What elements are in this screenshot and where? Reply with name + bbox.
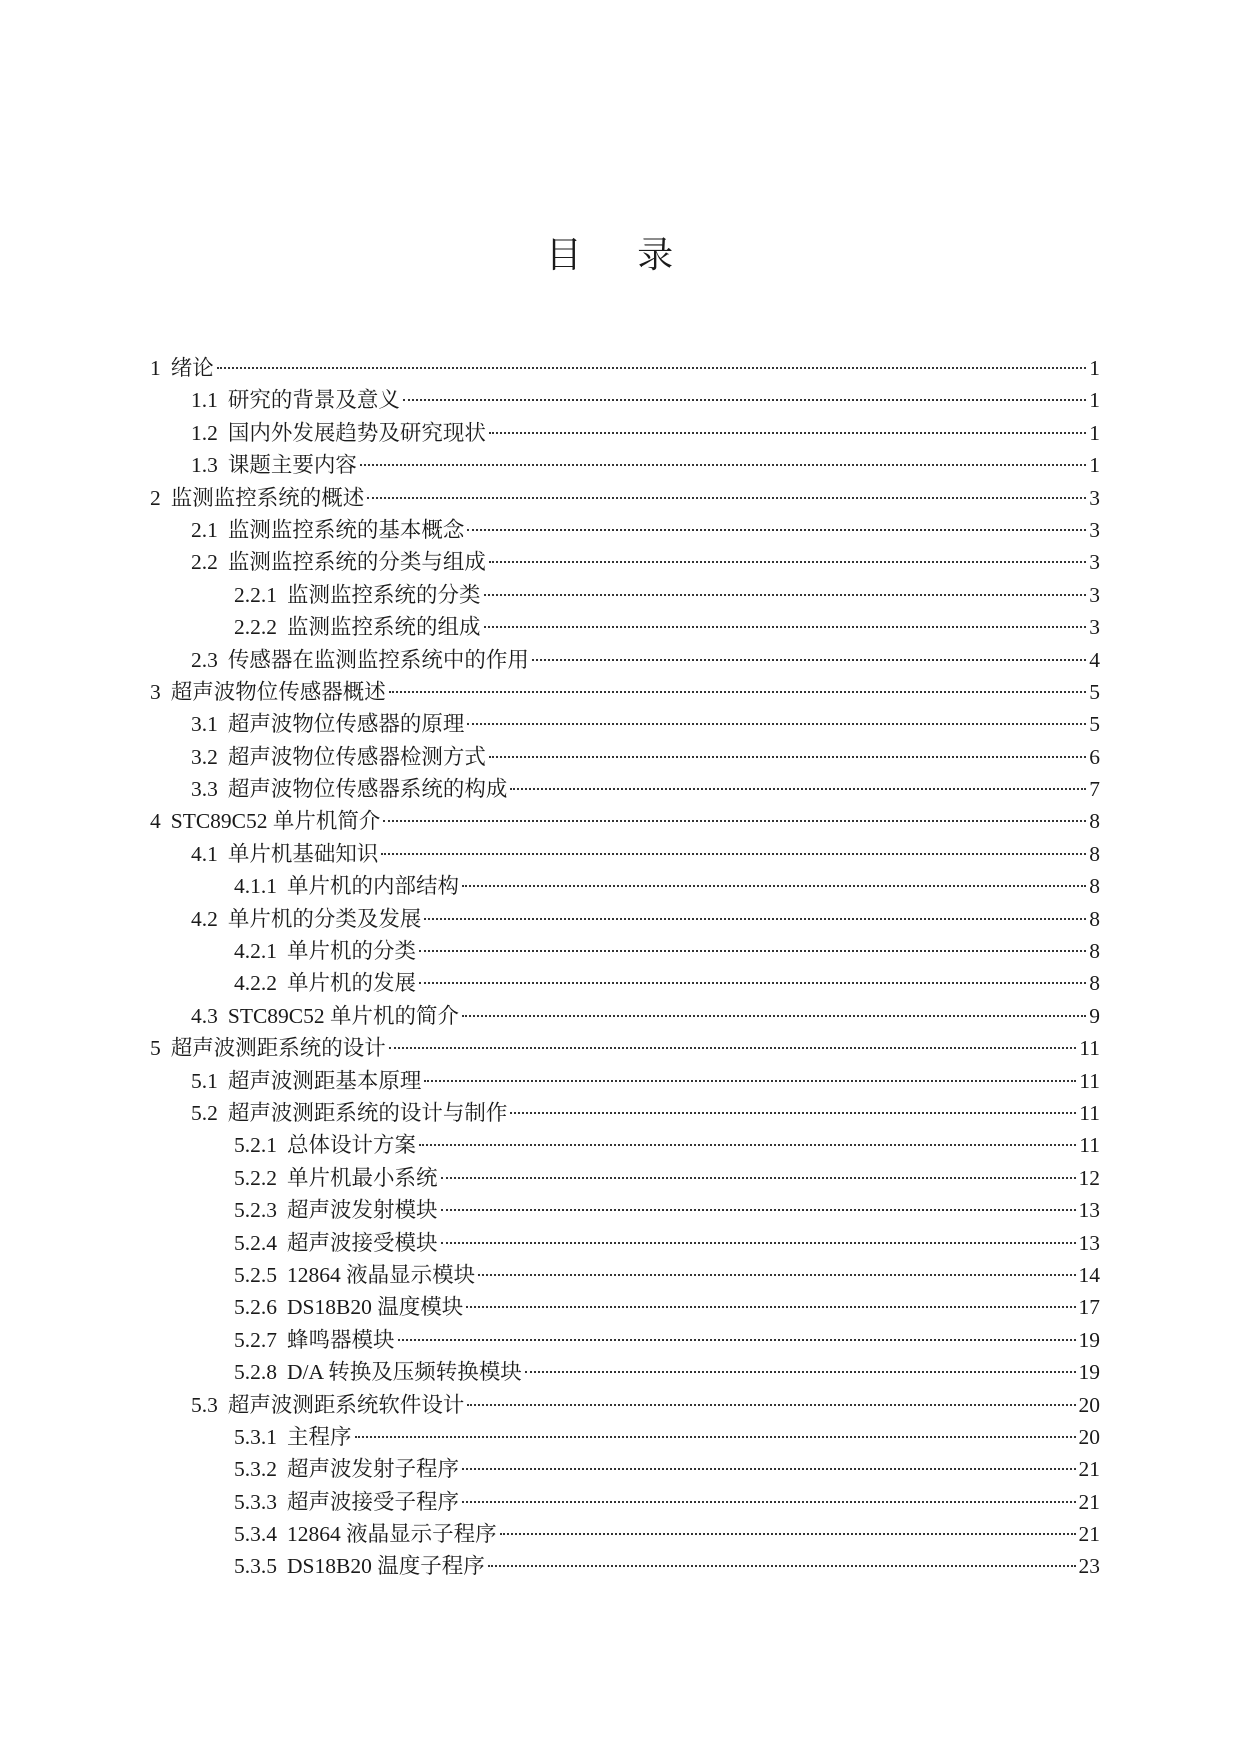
- toc-entry[interactable]: [150, 644, 1100, 676]
- toc-entry-page: 8: [1089, 841, 1100, 866]
- toc-entry-title: 超声波接受模块: [287, 1230, 438, 1255]
- toc-entry[interactable]: [150, 1194, 1100, 1226]
- toc-entry-title: 超声波测距系统的设计: [170, 1036, 386, 1061]
- toc-entry-label: [234, 1259, 475, 1291]
- toc-entry-label: [234, 1291, 463, 1323]
- toc-entry-page: 8: [1089, 971, 1100, 996]
- toc-entry[interactable]: [150, 967, 1100, 999]
- toc-entry-page: 21: [1078, 1522, 1100, 1547]
- dot-leader: [398, 1339, 1076, 1341]
- toc-entry[interactable]: [150, 1291, 1100, 1323]
- toc-entry-page: 1: [1089, 356, 1100, 380]
- toc-entry-number: 5.3.3: [234, 1489, 277, 1514]
- dot-leader: [484, 594, 1087, 596]
- toc-entry-title: STC89C52 单片机的简介: [227, 1003, 460, 1028]
- toc-entry-title: 监测监控系统的组成: [287, 615, 481, 640]
- dot-leader: [462, 885, 1086, 887]
- toc-entry-number: 2.3: [191, 647, 218, 672]
- toc-entry[interactable]: [150, 1356, 1100, 1388]
- toc-entry[interactable]: [150, 1000, 1100, 1032]
- dot-leader: [419, 1144, 1076, 1146]
- toc-entry-page: 23: [1078, 1554, 1100, 1579]
- toc-entry-page: 1: [1089, 388, 1100, 413]
- toc-entry-number: 5.2.2: [234, 1165, 277, 1190]
- toc-entry-page: 3: [1089, 517, 1100, 542]
- toc-entry-page: 1: [1089, 420, 1100, 445]
- toc-entry-label: [234, 967, 416, 999]
- toc-entry-title: 超声波物位传感器概述: [170, 679, 386, 704]
- toc-entry-number: 3: [150, 679, 161, 704]
- toc-entry-number: 4.2.2: [234, 971, 277, 996]
- toc-entry-number: 4.1: [191, 841, 218, 866]
- toc-entry-page: 21: [1078, 1457, 1100, 1482]
- toc-entry-page: 3: [1089, 550, 1100, 575]
- toc-entry-number: 5.2.7: [234, 1327, 277, 1352]
- toc-entry-number: 4.3: [191, 1003, 218, 1028]
- toc-entry-label: [191, 449, 357, 481]
- toc-entry[interactable]: [150, 352, 1100, 384]
- toc-entry-label: [191, 1097, 507, 1129]
- toc-entry-title: 超声波接受子程序: [287, 1489, 460, 1514]
- toc-entry-number: 2.1: [191, 517, 218, 542]
- toc-entry-title: 国内外发展趋势及研究现状: [227, 420, 486, 445]
- dot-leader: [367, 497, 1086, 499]
- toc-entry-title: D/A 转换及压频转换模块: [287, 1360, 522, 1385]
- toc-entry-title: 单片机最小系统: [287, 1165, 438, 1190]
- toc-entry[interactable]: [150, 1065, 1100, 1097]
- toc-entry-page: 5: [1089, 712, 1100, 737]
- toc-entry-title: DS18B20 温度子程序: [287, 1554, 485, 1579]
- toc-entry[interactable]: [150, 1550, 1100, 1582]
- dot-leader: [510, 788, 1086, 790]
- toc-entry-title: 超声波测距系统软件设计: [227, 1392, 465, 1417]
- toc-entry-page: 8: [1089, 939, 1100, 964]
- toc-entry-label: [191, 1389, 464, 1421]
- toc-entry-number: 2.2.1: [234, 582, 277, 607]
- dot-leader: [424, 918, 1086, 920]
- toc-entry-number: 4: [150, 809, 161, 834]
- toc-entry-label: [191, 903, 421, 935]
- toc-entry-label: [191, 1000, 459, 1032]
- toc-entry-title: 课题主要内容: [227, 453, 357, 478]
- toc-entry[interactable]: [150, 1486, 1100, 1518]
- toc-entry-label: [191, 514, 464, 546]
- toc-entry-number: 5.3.2: [234, 1457, 277, 1482]
- toc-entry-label: [150, 676, 386, 708]
- toc-entry-number: 3.3: [191, 777, 218, 802]
- toc-entry[interactable]: [150, 773, 1100, 805]
- toc-entry[interactable]: [150, 1032, 1100, 1064]
- dot-leader: [462, 1501, 1075, 1503]
- toc-entry-number: 3.1: [191, 712, 218, 737]
- toc-entry-number: 4.2: [191, 906, 218, 931]
- dot-leader: [441, 1177, 1076, 1179]
- toc-entry-label: [234, 1162, 438, 1194]
- toc-entry-page: 7: [1089, 777, 1100, 802]
- toc-entry-number: 2: [150, 485, 161, 510]
- toc-entry-page: 20: [1078, 1424, 1100, 1449]
- toc-entry-number: 5.2.3: [234, 1198, 277, 1223]
- toc-entry[interactable]: [150, 838, 1100, 870]
- toc-entry-title: 蜂鸣器模块: [287, 1327, 395, 1352]
- toc-entry[interactable]: [150, 741, 1100, 773]
- toc-entry-label: [191, 838, 378, 870]
- dot-leader: [217, 367, 1086, 369]
- dot-leader: [441, 1209, 1076, 1211]
- toc-entry[interactable]: [150, 1518, 1100, 1550]
- toc-entry-label: [234, 611, 481, 643]
- toc-entry-title: 监测监控系统的基本概念: [227, 517, 465, 542]
- dot-leader: [467, 723, 1086, 725]
- dot-leader: [478, 1274, 1075, 1276]
- toc-entry-page: 6: [1089, 744, 1100, 769]
- toc-entry-title: 绪论: [170, 356, 214, 380]
- toc-entry-page: 8: [1089, 809, 1100, 834]
- toc-entry-number: 4.1.1: [234, 874, 277, 899]
- toc-entry-title: 12864 液晶显示子程序: [287, 1522, 497, 1547]
- toc-entry-page: 4: [1089, 647, 1100, 672]
- toc-entry[interactable]: [150, 805, 1100, 837]
- dot-leader: [510, 1112, 1076, 1114]
- toc-entry[interactable]: [150, 676, 1100, 708]
- toc-entry-title: 超声波物位传感器的原理: [227, 712, 465, 737]
- toc-entry-number: 2.2.2: [234, 615, 277, 640]
- dot-leader: [441, 1242, 1076, 1244]
- toc-entry-page: 13: [1078, 1230, 1100, 1255]
- toc-entry-number: 5.3.1: [234, 1424, 277, 1449]
- dot-leader: [360, 464, 1086, 466]
- toc-entry[interactable]: [150, 1259, 1100, 1291]
- toc-entry-title: 单片机的分类及发展: [227, 906, 422, 931]
- toc-entry-label: [191, 546, 486, 578]
- toc-entry-page: 19: [1078, 1327, 1100, 1352]
- toc-entry-label: [150, 352, 214, 384]
- toc-entry-label: [191, 741, 486, 773]
- dot-leader: [355, 1436, 1076, 1438]
- toc-entry-page: 13: [1078, 1198, 1100, 1223]
- toc-entry-label: [234, 1129, 416, 1161]
- toc-entry[interactable]: [150, 1227, 1100, 1259]
- toc-entry[interactable]: [150, 611, 1100, 643]
- toc-entry-title: 超声波测距基本原理: [227, 1068, 422, 1093]
- dot-leader: [500, 1533, 1076, 1535]
- dot-leader: [419, 982, 1086, 984]
- toc-entry-number: 5.2.1: [234, 1133, 277, 1158]
- toc-entry-title: 主程序: [287, 1424, 352, 1449]
- dot-leader: [489, 561, 1086, 563]
- toc-entry[interactable]: [150, 546, 1100, 578]
- dot-leader: [466, 1306, 1075, 1308]
- dot-leader: [488, 1565, 1076, 1567]
- toc-entry-page: 9: [1089, 1003, 1100, 1028]
- toc-entry-label: [191, 1065, 421, 1097]
- table-of-contents: [150, 352, 1100, 1583]
- toc-entry-number: 2.2: [191, 550, 218, 575]
- dot-leader: [467, 1404, 1075, 1406]
- toc-entry-title: 单片机的内部结构: [287, 874, 460, 899]
- toc-entry-number: 5.3.5: [234, 1554, 277, 1579]
- dot-leader: [424, 1080, 1076, 1082]
- toc-entry[interactable]: [150, 1097, 1100, 1129]
- toc-entry-label: [234, 1194, 438, 1226]
- toc-entry-title: 研究的背景及意义: [227, 388, 400, 413]
- dot-leader: [381, 853, 1086, 855]
- toc-entry[interactable]: [150, 514, 1100, 546]
- toc-entry-title: 超声波测距系统的设计与制作: [227, 1100, 508, 1125]
- dot-leader: [403, 399, 1086, 401]
- toc-entry-page: 17: [1078, 1295, 1100, 1320]
- toc-entry-page: 3: [1089, 615, 1100, 640]
- toc-entry-number: 1.2: [191, 420, 218, 445]
- dot-leader: [489, 432, 1086, 434]
- toc-entry-number: 5.2.5: [234, 1262, 277, 1287]
- toc-entry-number: 5.2.8: [234, 1360, 277, 1385]
- dot-leader: [525, 1371, 1076, 1373]
- dot-leader: [484, 626, 1087, 628]
- toc-entry-label: [234, 935, 416, 967]
- dot-leader: [489, 756, 1086, 758]
- toc-entry-title: 传感器在监测监控系统中的作用: [227, 647, 529, 672]
- toc-entry-number: 1: [150, 356, 161, 380]
- toc-entry-page: 8: [1089, 906, 1100, 931]
- toc-entry-title: 总体设计方案: [287, 1133, 417, 1158]
- toc-entry[interactable]: [150, 482, 1100, 514]
- toc-entry-title: 超声波发射模块: [287, 1198, 438, 1223]
- toc-entry[interactable]: [150, 1162, 1100, 1194]
- toc-entry[interactable]: [150, 384, 1100, 416]
- toc-entry-title: STC89C52 单片机简介: [170, 809, 381, 834]
- toc-entry-label: [150, 482, 364, 514]
- toc-entry-label: [234, 1453, 459, 1485]
- toc-entry-page: 11: [1079, 1068, 1100, 1093]
- toc-entry-number: 5.3: [191, 1392, 218, 1417]
- toc-entry-page: 20: [1078, 1392, 1100, 1417]
- dot-leader: [532, 659, 1086, 661]
- toc-entry-label: [234, 1421, 352, 1453]
- toc-entry[interactable]: [150, 870, 1100, 902]
- toc-entry-page: 14: [1078, 1262, 1100, 1287]
- toc-entry-title: 单片机的发展: [287, 971, 417, 996]
- toc-entry-title: 监测监控系统的分类: [287, 582, 481, 607]
- toc-entry-number: 1.3: [191, 453, 218, 478]
- toc-entry-number: 4.2.1: [234, 939, 277, 964]
- toc-entry[interactable]: [150, 1129, 1100, 1161]
- toc-entry-label: [234, 870, 459, 902]
- toc-entry-label: [191, 384, 400, 416]
- toc-entry-label: [234, 1486, 459, 1518]
- toc-entry-page: 19: [1078, 1360, 1100, 1385]
- dot-leader: [383, 820, 1086, 822]
- toc-entry-label: [234, 1356, 522, 1388]
- toc-entry-number: 5.3.4: [234, 1522, 277, 1547]
- toc-entry-title: 单片机的分类: [287, 939, 417, 964]
- toc-entry-number: 5.2.4: [234, 1230, 277, 1255]
- toc-entry-title: DS18B20 温度模块: [287, 1295, 464, 1320]
- toc-entry-label: [234, 579, 481, 611]
- toc-entry-label: [150, 805, 380, 837]
- dot-leader: [462, 1468, 1075, 1470]
- toc-entry[interactable]: [150, 449, 1100, 481]
- toc-entry-number: 1.1: [191, 388, 218, 413]
- toc-entry-number: 5.2.6: [234, 1295, 277, 1320]
- toc-entry-page: 3: [1089, 485, 1100, 510]
- toc-entry[interactable]: [150, 1453, 1100, 1485]
- toc-entry-label: [191, 644, 529, 676]
- toc-entry-label: [191, 773, 507, 805]
- toc-entry-label: [234, 1324, 395, 1356]
- toc-entry[interactable]: [150, 579, 1100, 611]
- dot-leader: [462, 1015, 1086, 1017]
- toc-entry-page: 8: [1089, 874, 1100, 899]
- toc-entry[interactable]: [150, 708, 1100, 740]
- toc-entry-label: [234, 1227, 438, 1259]
- toc-entry[interactable]: [150, 903, 1100, 935]
- page-title: 目 录: [545, 235, 696, 276]
- toc-entry-label: [191, 417, 486, 449]
- toc-entry-title: 12864 液晶显示模块: [287, 1262, 476, 1287]
- dot-leader: [419, 950, 1086, 952]
- toc-entry-label: [234, 1550, 485, 1582]
- toc-entry[interactable]: [150, 1421, 1100, 1453]
- toc-entry-page: 12: [1078, 1165, 1100, 1190]
- toc-entry-title: 超声波物位传感器检测方式: [227, 744, 486, 769]
- toc-entry[interactable]: [150, 1324, 1100, 1356]
- toc-entry-page: 11: [1079, 1100, 1100, 1125]
- toc-entry-page: 21: [1078, 1489, 1100, 1514]
- toc-entry-page: 3: [1089, 582, 1100, 607]
- dot-leader: [389, 691, 1086, 693]
- dot-leader: [389, 1047, 1077, 1049]
- toc-entry-label: [191, 708, 464, 740]
- toc-entry-label: [234, 1518, 497, 1550]
- toc-entry-title: 监测监控系统的分类与组成: [227, 550, 486, 575]
- toc-entry-page: 1: [1089, 453, 1100, 478]
- toc-entry[interactable]: [150, 417, 1100, 449]
- toc-entry-page: 11: [1079, 1036, 1100, 1061]
- toc-entry-number: 3.2: [191, 744, 218, 769]
- toc-entry-number: 5: [150, 1036, 161, 1061]
- toc-entry[interactable]: [150, 1389, 1100, 1421]
- toc-entry-number: 5.1: [191, 1068, 218, 1093]
- toc-entry-number: 5.2: [191, 1100, 218, 1125]
- toc-entry-title: 监测监控系统的概述: [170, 485, 365, 510]
- toc-entry-title: 单片机基础知识: [227, 841, 379, 866]
- toc-entry-label: [150, 1032, 386, 1064]
- toc-entry-title: 超声波发射子程序: [287, 1457, 460, 1482]
- toc-entry-page: 5: [1089, 679, 1100, 704]
- dot-leader: [467, 529, 1086, 531]
- toc-entry[interactable]: [150, 935, 1100, 967]
- toc-entry-title: 超声波物位传感器系统的构成: [227, 777, 508, 802]
- toc-entry-page: 11: [1079, 1133, 1100, 1158]
